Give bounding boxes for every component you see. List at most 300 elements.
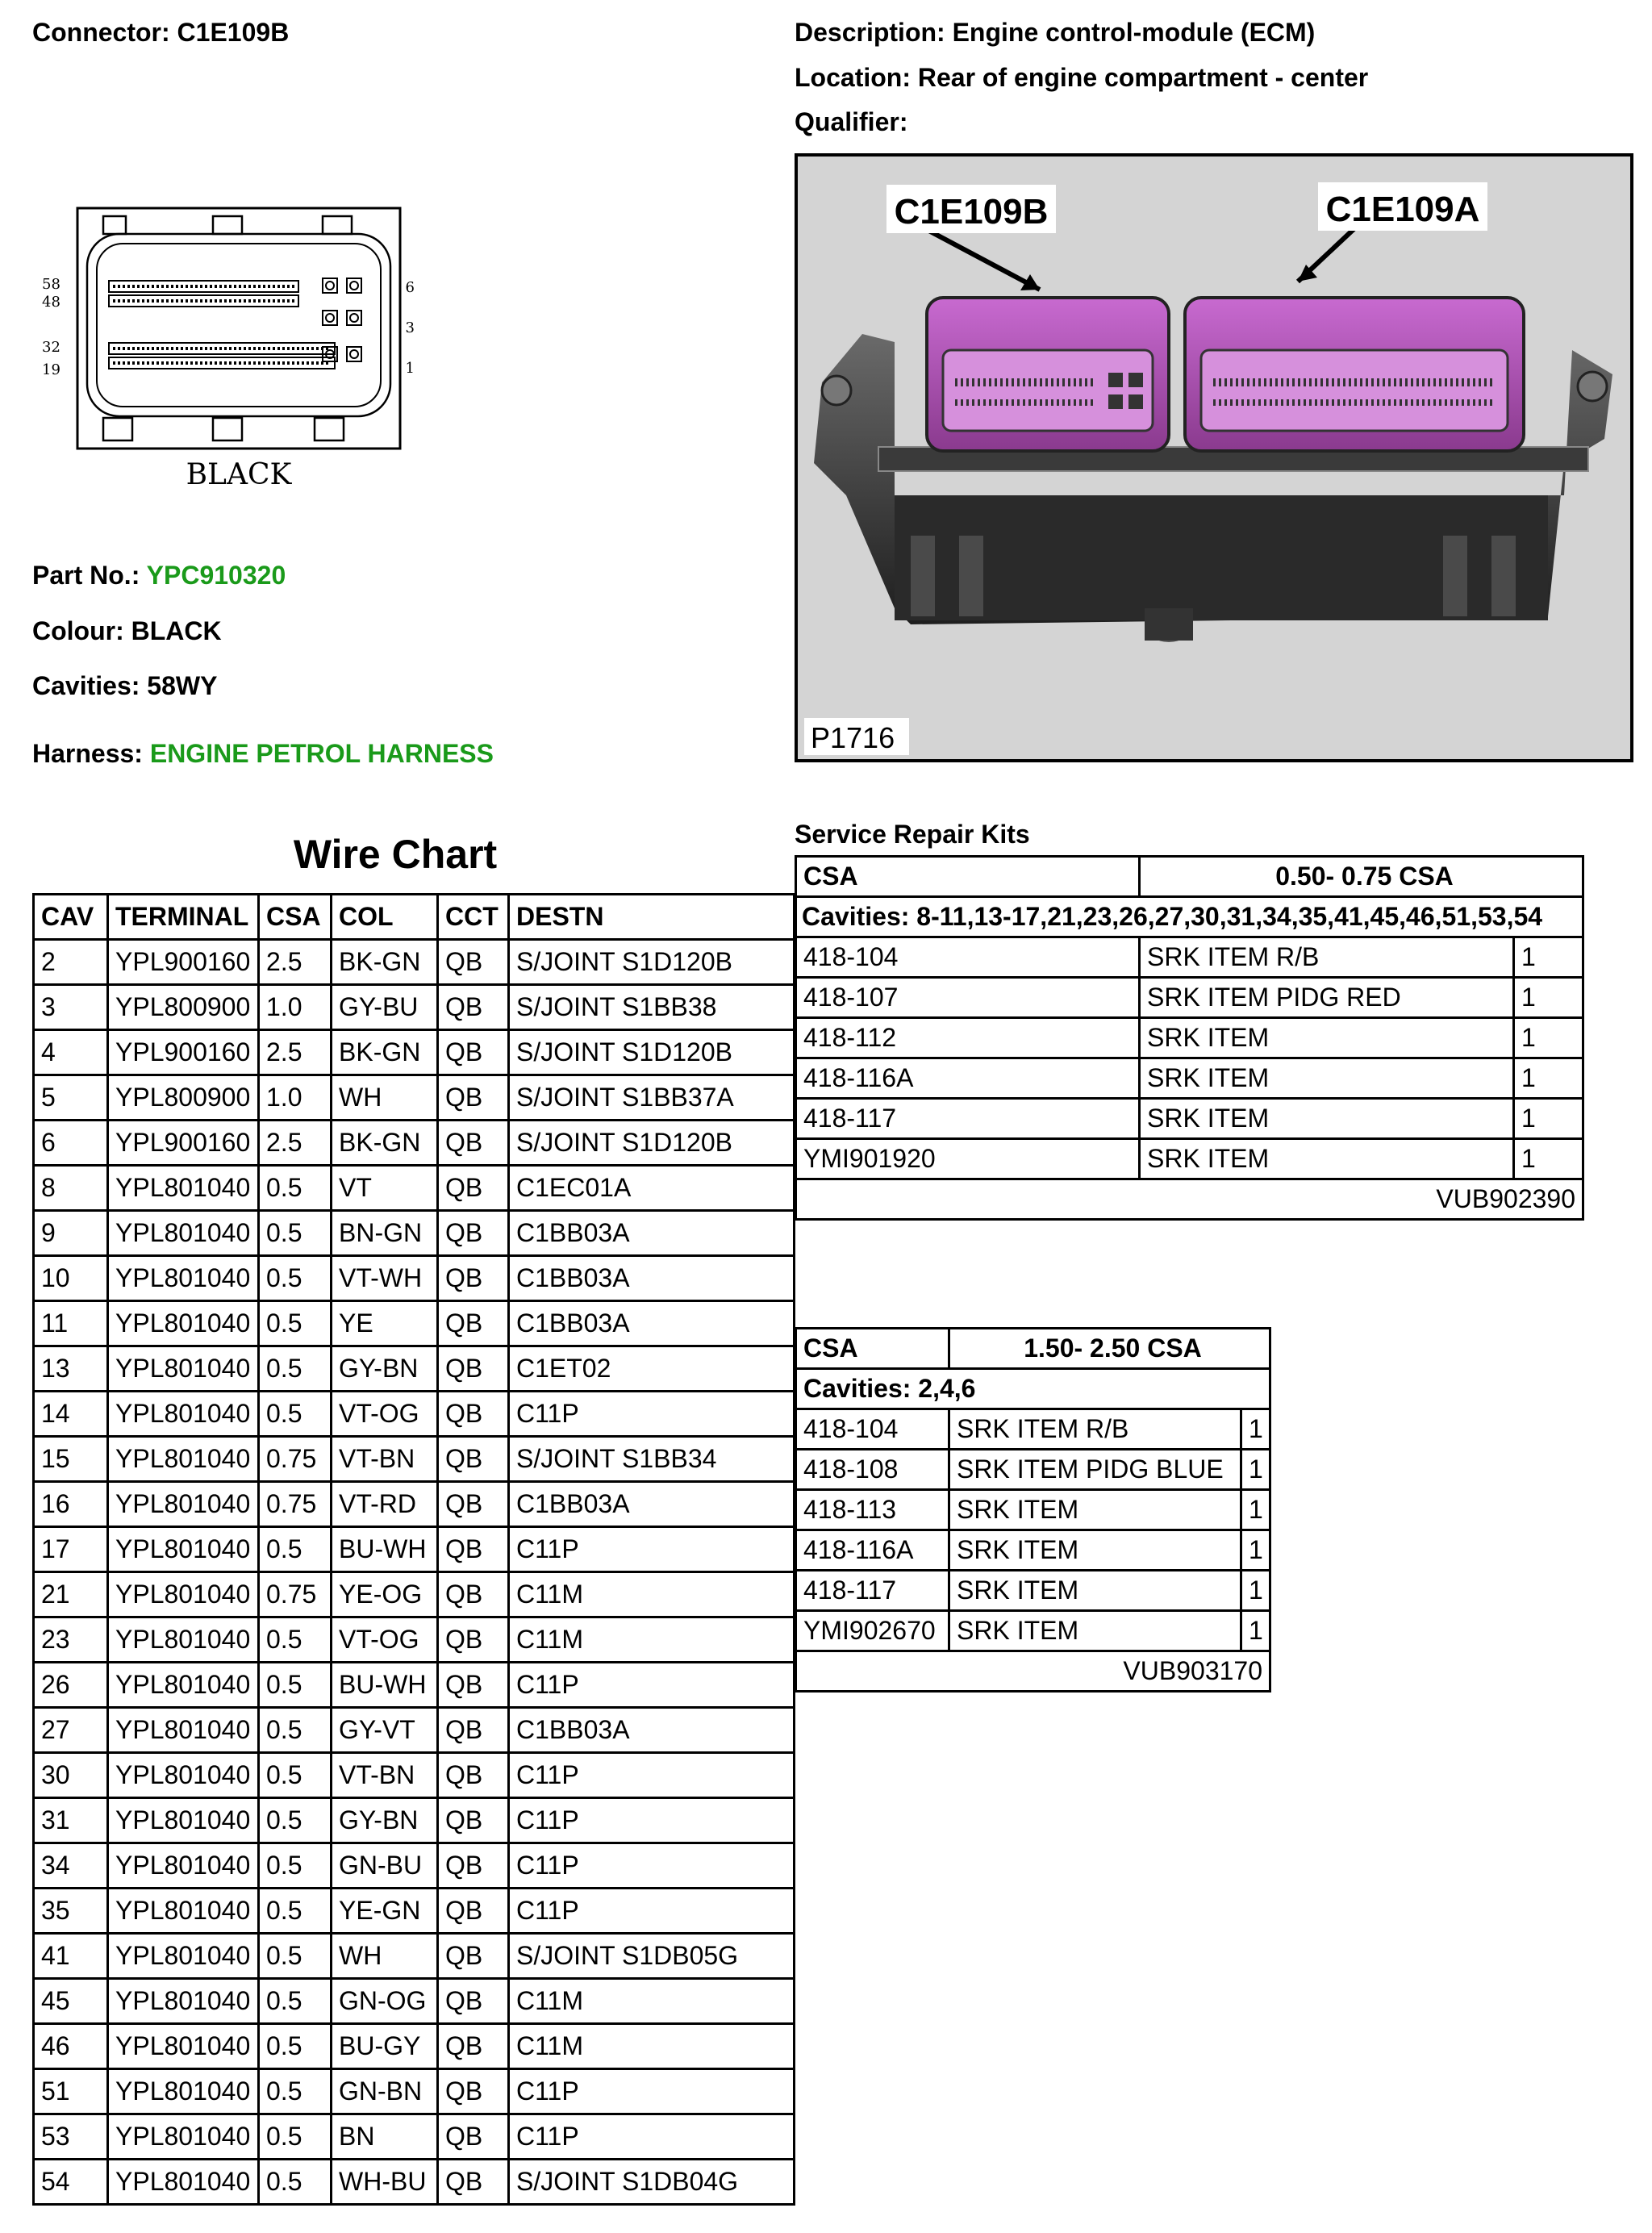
csa-range: 0.50- 0.75 CSA	[1140, 857, 1583, 897]
wire-chart-cell: 45	[34, 1979, 108, 2024]
wire-chart-cell: 1.0	[259, 985, 332, 1030]
kit-cavities-row	[796, 1369, 1270, 1409]
wire-chart-cell: 0.5	[259, 1166, 332, 1211]
wire-chart-cell: QB	[438, 1392, 509, 1437]
kit-item-row	[796, 1530, 1270, 1571]
wire-chart-cell: QB	[438, 1030, 509, 1075]
wire-chart-cell: 5	[34, 1075, 108, 1121]
kit-item-row	[796, 1450, 1270, 1490]
wire-chart-cell: 21	[34, 1572, 108, 1617]
kit-item-cell: SRK ITEM	[1140, 1058, 1514, 1099]
kit-item-cell: 418-107	[796, 978, 1140, 1018]
wire-chart-cell: C11M	[509, 2024, 795, 2069]
wire-chart-cell: 0.5	[259, 1211, 332, 1256]
wire-chart-cell: GY-BN	[332, 1346, 438, 1392]
wire-chart-cell: YPL801040	[108, 1617, 259, 1663]
wire-chart-cell: 15	[34, 1437, 108, 1482]
kit-item-row	[796, 1099, 1583, 1139]
wire-chart-cell: 2.5	[259, 940, 332, 985]
wire-chart-cell: 0.5	[259, 1934, 332, 1979]
wire-chart-row	[34, 1979, 795, 2024]
wire-chart-cell: 0.5	[259, 1843, 332, 1889]
wire-chart-cell: YPL801040	[108, 2114, 259, 2160]
kit-item-cell: 1	[1241, 1571, 1270, 1611]
harness-label: Harness:	[32, 739, 143, 768]
location-value: Rear of engine compartment - center	[917, 63, 1369, 92]
wire-chart-cell: 2.5	[259, 1030, 332, 1075]
wire-chart-cell: C11M	[509, 1979, 795, 2024]
kit-item-cell: 1	[1514, 1018, 1583, 1058]
colour-label: Colour:	[32, 616, 124, 645]
kit-csa-row	[796, 857, 1583, 897]
wire-chart-row	[34, 1617, 795, 1663]
wire-chart-cell: 6	[34, 1121, 108, 1166]
wire-chart-cell: 0.5	[259, 1256, 332, 1301]
col-header: CAV	[34, 895, 108, 940]
wire-chart-header-row	[34, 895, 795, 940]
wire-chart-cell: C11P	[509, 1392, 795, 1437]
connector-value: C1E109B	[177, 18, 290, 47]
wire-chart-cell: YPL801040	[108, 1753, 259, 1798]
wire-chart-cell: 1.0	[259, 1075, 332, 1121]
wire-chart-cell: 0.5	[259, 2114, 332, 2160]
kit-item-row	[796, 937, 1583, 978]
kit-item-cell: SRK ITEM	[949, 1530, 1241, 1571]
wire-chart-cell: QB	[438, 1663, 509, 1708]
wire-chart-row	[34, 2114, 795, 2160]
wire-chart-cell: QB	[438, 1256, 509, 1301]
wire-chart-cell: QB	[438, 1753, 509, 1798]
pin-number: 6	[405, 279, 415, 296]
kit-item-cell: SRK ITEM	[949, 1490, 1241, 1530]
kit-item-cell: YMI902670	[796, 1611, 949, 1651]
kit-item-cell: SRK ITEM PIDG RED	[1140, 978, 1514, 1018]
wire-chart-row	[34, 1075, 795, 1121]
wire-chart-cell: QB	[438, 1934, 509, 1979]
wire-chart-cell: YPL801040	[108, 1527, 259, 1572]
wire-chart-cell: C11P	[509, 1663, 795, 1708]
diagram-color-label: BLACK	[186, 458, 292, 491]
wire-chart-cell: YPL801040	[108, 1889, 259, 1934]
wire-chart-cell: 46	[34, 2024, 108, 2069]
description-value: Engine control-module (ECM)	[952, 18, 1316, 47]
csa-range: 1.50- 2.50 CSA	[949, 1329, 1270, 1369]
wire-chart-row	[34, 1572, 795, 1617]
wire-chart-cell: 0.75	[259, 1572, 332, 1617]
wire-chart-cell: 13	[34, 1346, 108, 1392]
wire-chart-cell: YPL801040	[108, 2024, 259, 2069]
wire-chart-cell: YPL800900	[108, 985, 259, 1030]
wire-chart-row	[34, 1121, 795, 1166]
wire-chart-cell: YPL801040	[108, 1979, 259, 2024]
wire-chart-cell: 0.5	[259, 2024, 332, 2069]
wire-chart-cell: 53	[34, 2114, 108, 2160]
kit-csa-row	[796, 1329, 1270, 1369]
kit-cavities-row	[796, 897, 1583, 937]
pin-number: 58	[42, 276, 60, 293]
kit-item-cell: SRK ITEM	[949, 1611, 1241, 1651]
wire-chart-cell: BU-WH	[332, 1527, 438, 1572]
wire-chart-cell: C1BB03A	[509, 1708, 795, 1753]
wire-chart-cell: BK-GN	[332, 1121, 438, 1166]
kit-item-cell: 1	[1514, 1058, 1583, 1099]
wire-chart-cell: S/JOINT S1D120B	[509, 1121, 795, 1166]
wire-chart-cell: 26	[34, 1663, 108, 1708]
kit-item-cell: 418-104	[796, 1409, 949, 1450]
wire-chart-row	[34, 1256, 795, 1301]
wire-chart-cell: QB	[438, 940, 509, 985]
wire-chart-cell: 3	[34, 985, 108, 1030]
kit-item-cell: SRK ITEM	[1140, 1139, 1514, 1179]
wire-chart-cell: S/JOINT S1D120B	[509, 940, 795, 985]
wire-chart-cell: BN-GN	[332, 1211, 438, 1256]
wire-chart-cell: YPL801040	[108, 1346, 259, 1392]
wire-chart-cell: QB	[438, 1572, 509, 1617]
wire-chart-cell: YPL801040	[108, 1572, 259, 1617]
kit-item-row	[796, 1409, 1270, 1450]
csa-label: CSA	[796, 1329, 949, 1369]
wire-chart-cell: 30	[34, 1753, 108, 1798]
kit-item-cell: 418-113	[796, 1490, 949, 1530]
kit-footer: VUB903170	[796, 1651, 1270, 1692]
kit-item-cell: 418-117	[796, 1571, 949, 1611]
wire-chart-cell: 10	[34, 1256, 108, 1301]
wire-chart-row	[34, 1211, 795, 1256]
wire-chart-cell: 4	[34, 1030, 108, 1075]
kit-item-cell: SRK ITEM PIDG BLUE	[949, 1450, 1241, 1490]
wire-chart-cell: QB	[438, 1346, 509, 1392]
wire-chart-cell: QB	[438, 1482, 509, 1527]
wire-chart-cell: YE-OG	[332, 1572, 438, 1617]
wire-chart-row	[34, 2024, 795, 2069]
kit-table-1	[795, 855, 1584, 1221]
kit-cavities: Cavities: 8-11,13-17,21,23,26,27,30,31,34,35,41,45,46,51,53,54	[796, 897, 1583, 937]
wire-chart-row	[34, 1301, 795, 1346]
wire-chart-cell: C11P	[509, 1843, 795, 1889]
kit-item-cell: 1	[1241, 1530, 1270, 1571]
wire-chart-cell: QB	[438, 1798, 509, 1843]
wire-chart-cell: 0.5	[259, 2160, 332, 2205]
wire-chart-cell: QB	[438, 2069, 509, 2114]
csa-label: CSA	[796, 857, 1140, 897]
wire-chart-cell: 2	[34, 940, 108, 985]
wire-chart-cell: C11P	[509, 1527, 795, 1572]
wire-chart-cell: QB	[438, 2114, 509, 2160]
cavities-label: Cavities:	[32, 671, 140, 700]
wire-chart-cell: GY-BN	[332, 1798, 438, 1843]
wire-chart-row	[34, 985, 795, 1030]
qualifier-label: Qualifier:	[795, 107, 908, 136]
kit-item-cell: SRK ITEM	[1140, 1099, 1514, 1139]
wire-chart-cell: 0.5	[259, 1392, 332, 1437]
wire-chart-cell: GN-OG	[332, 1979, 438, 2024]
wire-chart-cell: QB	[438, 2024, 509, 2069]
wire-chart-cell: 34	[34, 1843, 108, 1889]
connector-heading	[32, 18, 289, 48]
wire-chart-cell: 0.5	[259, 1889, 332, 1934]
wire-chart-cell: 23	[34, 1617, 108, 1663]
col-header: CCT	[438, 895, 509, 940]
wire-chart-row	[34, 1437, 795, 1482]
wire-chart-cell: YPL900160	[108, 1121, 259, 1166]
wire-chart-cell: VT-BN	[332, 1437, 438, 1482]
kit-item-cell: 418-116A	[796, 1530, 949, 1571]
pin-number: 1	[405, 360, 415, 377]
wire-chart-cell: QB	[438, 985, 509, 1030]
kit-footer: VUB902390	[796, 1179, 1583, 1220]
wire-chart-row	[34, 1753, 795, 1798]
cavities-line	[32, 671, 217, 701]
wire-chart-cell: VT	[332, 1166, 438, 1211]
wire-chart-row	[34, 1798, 795, 1843]
wire-chart-cell: 35	[34, 1889, 108, 1934]
wire-chart-cell: S/JOINT S1DB05G	[509, 1934, 795, 1979]
wire-chart-cell: YPL801040	[108, 1482, 259, 1527]
wire-chart-cell: 0.5	[259, 1663, 332, 1708]
wire-chart-cell: 11	[34, 1301, 108, 1346]
wire-chart-title: Wire Chart	[293, 832, 498, 877]
ecm-photo	[795, 153, 1633, 762]
wire-chart-cell: 27	[34, 1708, 108, 1753]
kit-item-cell: 418-104	[796, 937, 1140, 978]
wire-chart-cell: 51	[34, 2069, 108, 2114]
kit-item-row	[796, 1058, 1583, 1099]
wire-chart-cell: GY-VT	[332, 1708, 438, 1753]
kit-item-cell: SRK ITEM R/B	[949, 1409, 1241, 1450]
wire-chart-cell: QB	[438, 2160, 509, 2205]
wire-chart-cell: YPL801040	[108, 1708, 259, 1753]
wire-chart-cell: QB	[438, 1211, 509, 1256]
wire-chart-cell: QB	[438, 1708, 509, 1753]
wire-chart-cell: 41	[34, 1934, 108, 1979]
wire-chart-row	[34, 1392, 795, 1437]
wire-chart-cell: YE	[332, 1301, 438, 1346]
wire-chart-cell: QB	[438, 1437, 509, 1482]
wire-chart-cell: VT-OG	[332, 1617, 438, 1663]
col-header: DESTN	[509, 895, 795, 940]
wire-chart-cell: YPL801040	[108, 2069, 259, 2114]
wire-chart-cell: YPL801040	[108, 1256, 259, 1301]
wire-chart-cell: 0.5	[259, 1346, 332, 1392]
wire-chart-cell: QB	[438, 1121, 509, 1166]
wire-chart-cell: 0.5	[259, 1527, 332, 1572]
wire-chart-cell: YPL801040	[108, 1392, 259, 1437]
wire-chart-cell: QB	[438, 1889, 509, 1934]
wire-chart-cell: 0.5	[259, 1798, 332, 1843]
colour-value: BLACK	[131, 616, 222, 645]
wire-chart-row	[34, 1482, 795, 1527]
harness-line	[32, 739, 494, 769]
kit-item-cell: SRK ITEM R/B	[1140, 937, 1514, 978]
wire-chart-cell: GY-BU	[332, 985, 438, 1030]
wire-chart-cell: WH	[332, 1934, 438, 1979]
wire-chart-cell: YPL801040	[108, 1663, 259, 1708]
wire-chart-cell: QB	[438, 1166, 509, 1211]
wire-chart-cell: YPL801040	[108, 1166, 259, 1211]
harness-link[interactable]: ENGINE PETROL HARNESS	[149, 739, 494, 768]
wire-chart-cell: C1EC01A	[509, 1166, 795, 1211]
wire-chart-row	[34, 1889, 795, 1934]
wire-chart-cell: 16	[34, 1482, 108, 1527]
wire-chart-cell: 8	[34, 1166, 108, 1211]
kit-item-cell: SRK ITEM	[949, 1571, 1241, 1611]
wire-chart-cell: BK-GN	[332, 940, 438, 985]
wire-chart-cell: 14	[34, 1392, 108, 1437]
wire-chart-cell: 0.5	[259, 2069, 332, 2114]
wire-chart-cell: C11P	[509, 1889, 795, 1934]
wire-chart-row	[34, 940, 795, 985]
wire-chart-cell: GN-BN	[332, 2069, 438, 2114]
wire-chart-cell: S/JOINT S1BB34	[509, 1437, 795, 1482]
wire-chart-cell: WH	[332, 1075, 438, 1121]
kit-item-row	[796, 1018, 1583, 1058]
wire-chart-row	[34, 1663, 795, 1708]
kit-item-cell: 1	[1514, 1139, 1583, 1179]
wire-chart-cell: C11P	[509, 2069, 795, 2114]
wire-chart-cell: S/JOINT S1DB04G	[509, 2160, 795, 2205]
kit-table-2	[795, 1327, 1271, 1692]
wire-chart-cell: YPL801040	[108, 1301, 259, 1346]
wire-chart-cell: BN	[332, 2114, 438, 2160]
kit-item-row	[796, 1490, 1270, 1530]
wire-chart-cell: S/JOINT S1BB38	[509, 985, 795, 1030]
cavities-value: 58WY	[147, 671, 218, 700]
kit-item-cell: 1	[1241, 1450, 1270, 1490]
wire-chart-row	[34, 1527, 795, 1572]
wire-chart-cell: 0.5	[259, 1708, 332, 1753]
wire-chart-cell: YE-GN	[332, 1889, 438, 1934]
wire-chart-row	[34, 1346, 795, 1392]
kit-item-cell: 1	[1241, 1409, 1270, 1450]
wire-chart-cell: 54	[34, 2160, 108, 2205]
figure-id: P1716	[811, 721, 895, 754]
wire-chart-cell: 0.5	[259, 1753, 332, 1798]
kit-item-cell: 418-108	[796, 1450, 949, 1490]
wire-chart-cell: QB	[438, 1617, 509, 1663]
wire-chart-cell: C1BB03A	[509, 1211, 795, 1256]
kit-item-cell: YMI901920	[796, 1139, 1140, 1179]
location-label: Location:	[795, 63, 911, 92]
wire-chart-cell: 31	[34, 1798, 108, 1843]
wire-chart-cell: YPL801040	[108, 1437, 259, 1482]
part-number-link[interactable]: YPC910320	[146, 561, 286, 590]
wire-chart-row	[34, 1934, 795, 1979]
wire-chart-cell: BK-GN	[332, 1030, 438, 1075]
wire-chart-cell: 0.5	[259, 1979, 332, 2024]
connector-label: Connector:	[32, 18, 170, 47]
wire-chart-cell: 0.75	[259, 1482, 332, 1527]
callout-c1e109b: C1E109B	[894, 192, 1049, 232]
wire-chart-row	[34, 1030, 795, 1075]
wire-chart-cell: C1BB03A	[509, 1301, 795, 1346]
wire-chart-cell: VT-OG	[332, 1392, 438, 1437]
location-line	[795, 63, 1368, 93]
kit-footer-row	[796, 1179, 1583, 1220]
wire-chart-cell: C11M	[509, 1572, 795, 1617]
qualifier-line	[795, 107, 907, 137]
wire-chart-cell: VT-BN	[332, 1753, 438, 1798]
col-header: TERMINAL	[108, 895, 259, 940]
wire-chart-cell: 0.5	[259, 1301, 332, 1346]
wire-chart-cell: S/JOINT S1D120B	[509, 1030, 795, 1075]
part-number-line	[32, 561, 286, 591]
kit-item-row	[796, 1571, 1270, 1611]
wire-chart-cell: QB	[438, 1301, 509, 1346]
kit-footer-row	[796, 1651, 1270, 1692]
pin-number: 48	[42, 294, 60, 311]
colour-line	[32, 616, 222, 646]
kit-item-cell: 418-117	[796, 1099, 1140, 1139]
wire-chart-cell: YPL800900	[108, 1075, 259, 1121]
kit-item-cell: 418-116A	[796, 1058, 1140, 1099]
kit-item-cell: SRK ITEM	[1140, 1018, 1514, 1058]
wire-chart-cell: C11P	[509, 1798, 795, 1843]
callout-c1e109a: C1E109A	[1325, 190, 1480, 229]
connector-face-diagram	[32, 202, 419, 500]
wire-chart-cell: 17	[34, 1527, 108, 1572]
pin-number: 3	[405, 319, 415, 336]
wire-chart-cell: 9	[34, 1211, 108, 1256]
wire-chart-cell: QB	[438, 1075, 509, 1121]
wire-chart-cell: GN-BU	[332, 1843, 438, 1889]
col-header: COL	[332, 895, 438, 940]
wire-chart-cell: YPL900160	[108, 1030, 259, 1075]
kit-item-cell: 1	[1514, 1099, 1583, 1139]
wire-chart-cell: C1BB03A	[509, 1482, 795, 1527]
wire-chart-cell: YPL801040	[108, 1934, 259, 1979]
wire-chart-cell: C11M	[509, 1617, 795, 1663]
pin-number: 19	[42, 361, 60, 378]
wire-chart-cell: C11P	[509, 1753, 795, 1798]
wire-chart-row	[34, 1708, 795, 1753]
part-label: Part No.:	[32, 561, 140, 590]
wire-chart-cell: 2.5	[259, 1121, 332, 1166]
wire-chart-cell: QB	[438, 1979, 509, 2024]
wire-chart-cell: C1ET02	[509, 1346, 795, 1392]
kit-item-cell: 418-112	[796, 1018, 1140, 1058]
wire-chart-row	[34, 1166, 795, 1211]
wire-chart-cell: BU-GY	[332, 2024, 438, 2069]
wire-chart-cell: QB	[438, 1843, 509, 1889]
kits-title: Service Repair Kits	[795, 820, 1030, 849]
wire-chart-cell: WH-BU	[332, 2160, 438, 2205]
wire-chart-cell: 0.5	[259, 1617, 332, 1663]
description-line	[795, 18, 1315, 48]
kit-item-cell: 1	[1241, 1490, 1270, 1530]
wire-chart-row	[34, 2069, 795, 2114]
kit-cavities: Cavities: 2,4,6	[796, 1369, 1270, 1409]
wire-chart-cell: VT-RD	[332, 1482, 438, 1527]
wire-chart-cell: QB	[438, 1527, 509, 1572]
wire-chart-row	[34, 2160, 795, 2205]
col-header: CSA	[259, 895, 332, 940]
kit-item-row	[796, 978, 1583, 1018]
kit-item-cell: 1	[1514, 937, 1583, 978]
wire-chart-cell: BU-WH	[332, 1663, 438, 1708]
wire-chart-cell: VT-WH	[332, 1256, 438, 1301]
pin-number: 32	[42, 339, 60, 356]
kit-item-row	[796, 1139, 1583, 1179]
wire-chart-cell: C1BB03A	[509, 1256, 795, 1301]
wire-chart-cell: YPL801040	[108, 2160, 259, 2205]
wire-chart-cell: YPL801040	[108, 1211, 259, 1256]
wire-chart-cell: YPL801040	[108, 1843, 259, 1889]
wire-chart-cell: YPL900160	[108, 940, 259, 985]
kit-item-row	[796, 1611, 1270, 1651]
kit-item-cell: 1	[1241, 1611, 1270, 1651]
kit-item-cell: 1	[1514, 978, 1583, 1018]
wire-chart-cell: C11P	[509, 2114, 795, 2160]
